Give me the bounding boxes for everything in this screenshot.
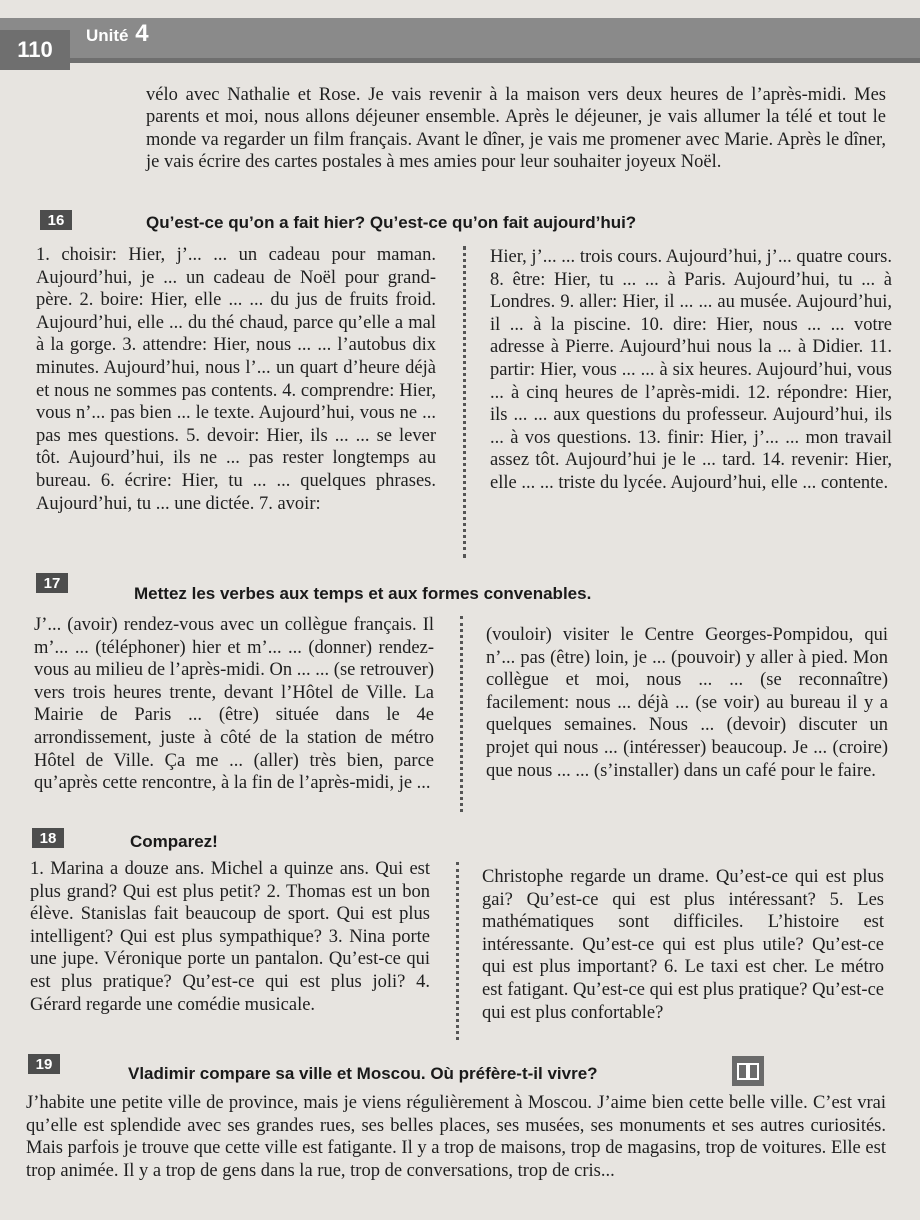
exercise-18-title: Comparez! (130, 832, 218, 851)
exercise-16-left-column: 1. choisir: Hier, j’... ... un cadeau pour maman. Aujourd’hui, je ... un cadeau de Noël pour grand-père. 2. boire: Hier, elle ... ... du jus de fruits froid. Aujourd’hui, elle ... du thé chaud, parce qu’elle a mal à la gorge. 3. attendre: Hier, nous ... ... l’autobus dix minutes. Aujourd’hui, nous l’... un quart d’heure déjà et nous ne sommes pas contents. 4. comprendre: Hier, vous n’... pas bien ... le texte. Aujourd’hui, vous ne ... pas mes questions. 5. devoir: Hier, ils ... ... se lever tôt. Aujourd’hui, ils ne ... pas rester longtemps au bureau. 6. écrire: Hier, tu ... ... quelques phrases. Aujourd’hui, tu ... une dictée. 7. avoir: (36, 245, 436, 514)
exercise-17-left-column: J’... (avoir) rendez-vous avec un collègue français. Il m’... ... (téléphoner) hier et m’... ... (donner) rendez-vous au milieu de l’après-midi. On ... ... (se retrouver) vers trois heures trente, devant l’Hôtel de Ville. La Mairie de Paris ... (être) située dans le 4e arrondissement, juste à côté de la station de métro Hôtel de Ville. Ça me ... (aller) très bien, parce qu’après cette rencontre, à la fin de l’après-midi, je ... (34, 615, 434, 794)
exercise-17-title: Mettez les verbes aux temps et aux formes convenables. (134, 584, 592, 603)
unit-word: Unité (86, 26, 129, 45)
exercise-16-right-column: Hier, j’... ... trois cours. Aujourd’hui, j’... quatre cours. 8. être: Hier, tu ... ... à Paris. Aujourd’hui, tu ... à Londres. 9. aller: Hier, il ... ... au musée. Aujourd’hui, il ... à la piscine. 10. dire: Hier, nous ... ... votre adresse à Pierre. Aujourd’hui nous la ... à Didier. 11. partir: Hier, vous ... ... à six heures. Aujourd’hui, vous ... à cinq heures de l’après-midi. 12. répondre: Hier, ils ... ... aux questions du professeur. Aujourd’hui, ils ... à vos questions. 13. finir: Hier, j’... ... mon travail assez tôt. Aujourd’hui je le ... tard. 14. revenir: Hier, elle ... ... triste du lycée. Aujourd’hui, elle ... contente. (490, 247, 892, 493)
column-divider (456, 862, 459, 1040)
exercise-16-title: Qu’est-ce qu’on a fait hier? Qu’est-ce qu’on fait aujourd’hui? (146, 213, 637, 232)
exercise-18-right-column: Christophe regarde un drame. Qu’est-ce qui est plus gai? Qu’est-ce qui est plus intéressant? 5. Les mathématiques sont difficiles. L’histoire est intéressante. Qu’est-ce qui est plus utile? Qu’est-ce qui est plus important? 6. Le taxi est cher. Le métro est fatigant. Qu’est-ce qui est plus pratique? Qu’est-ce qui est plus confortable? (482, 867, 884, 1023)
book-icon (732, 1056, 764, 1086)
exercise-19-text: J’habite une petite ville de province, mais je viens régulièrement à Moscou. J’aime bien cette belle ville. C’est vrai qu’elle est splendide avec ses grandes rues, ses belles places, ses musées, ses monuments et ses autres curiosités. Mais parfois je trouve que cette ville est fatigante. Il y a trop de maisons, trop de magasins, trop de voitures. Elle est trop animée. Il y a trop de gens dans la rue, trop de conversations, trop de cris... (26, 1093, 886, 1181)
unit-number: 4 (135, 20, 149, 47)
exercise-19-title: Vladimir compare sa ville et Moscou. Où préfère-t-il vivre? (128, 1064, 598, 1083)
page-number: 110 (0, 30, 70, 70)
intro-paragraph: vélo avec Nathalie et Rose. Je vais revenir à la maison vers deux heures de l’après-midi. Mes parents et moi, nous allons déjeuner ensemble. Après le déjeuner, je vais allumer la télé et tout le monde va regarder un film français. Avant le dîner, je vais me promener avec Marie. Après le dîner, je vais écrire des cartes postales à mes amies pour leur souhaiter joyeux Noël. (146, 85, 886, 173)
exercise-18-number: 18 (32, 828, 64, 848)
column-divider (460, 616, 463, 812)
exercise-17-number: 17 (36, 573, 68, 593)
exercise-18-left-column: 1. Marina a douze ans. Michel a quinze ans. Qui est plus grand? Qui est plus petit? 2. Thomas est un bon élève. Stanislas fait beaucoup de sport. Qui est plus intelligent? Qui est plus sympathique? 3. Nina porte une jupe. Véronique porte un pantalon. Qu’est-ce qui est plus pratique? Qu’est-ce qui est plus joli? 4. Gérard regarde une comédie musicale. (30, 859, 430, 1015)
exercise-16-number: 16 (40, 210, 72, 230)
exercise-17-right-column: (vouloir) visiter le Centre Georges-Pompidou, qui n’... pas (être) loin, je ... (pouvoir) y aller à pied. Mon collègue et moi, nous ... ... (se reconnaître) facilement: nous ... déjà ... (se voir) au bureau il y a quelques semaines. Nous ... (devoir) discuter un projet qui nous ... (intéresser) beaucoup. Je ... (croire) que nous ... ... (s’installer) dans un café pour le faire. (486, 625, 888, 781)
column-divider (463, 246, 466, 558)
header-rule (70, 58, 920, 63)
unit-label (86, 20, 149, 48)
exercise-19-number: 19 (28, 1054, 60, 1074)
